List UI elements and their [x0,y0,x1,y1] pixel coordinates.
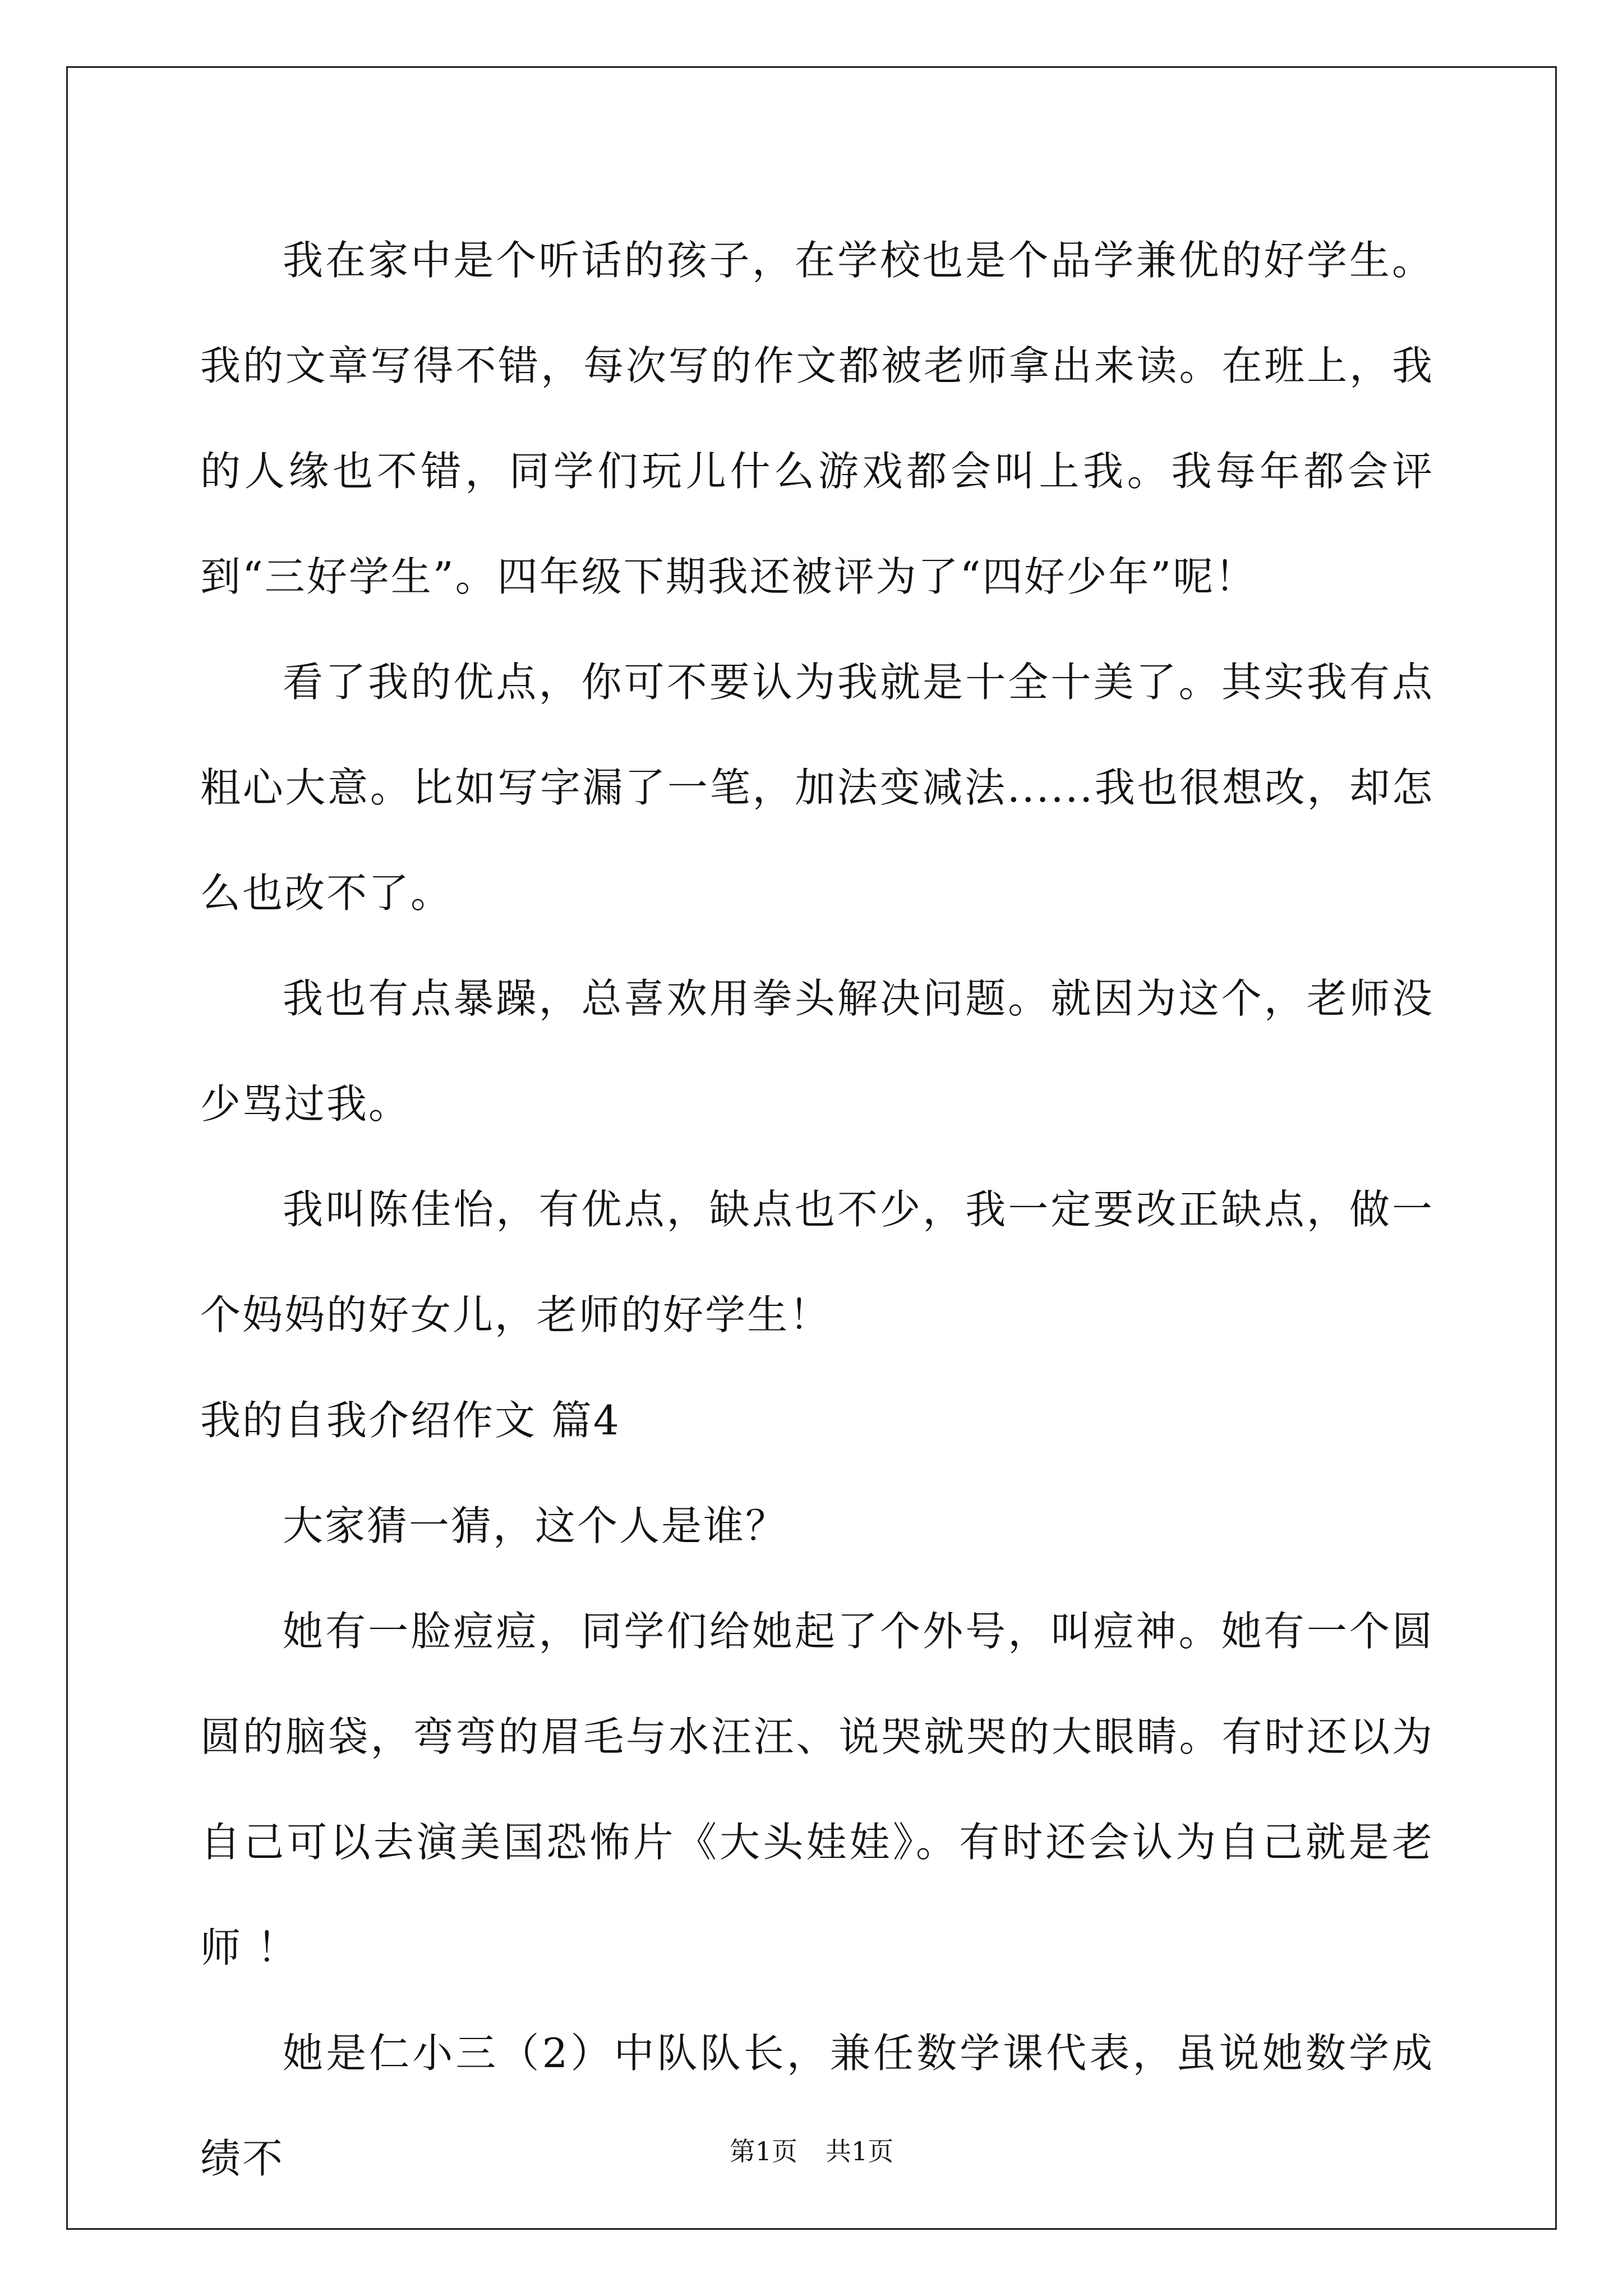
paragraph: 我也有点暴躁，总喜欢用拳头解决问题。就因为这个，老师没少骂过我。 [200,975,1434,1128]
document-body [200,208,1434,2211]
paragraph: 看了我的优点，你可不要认为我就是十全十美了。其实我有点粗心大意。比如写字漏了一笔，加法变减法......我也很想改，却怎么也改不了。 [200,659,1434,917]
page-footer [0,2134,1623,2168]
page-total: 共1页 [826,2136,894,2166]
page-number: 第1页 [729,2136,797,2166]
paragraph: 大家猜一猜，这个人是谁？ [283,1502,788,1549]
paragraph: 我在家中是个听话的孩子，在学校也是个品学兼优的好学生。我的文章写得不错，每次写的作文都被老师拿出来读。在班上，我的人缘也不错，同学们玩儿什么游戏都会叫上我。我每年都会评到“三好学生”。四年级下期我还被评为了“四好少年”呢！ [200,237,1434,600]
paragraph: 她有一脸痘痘，同学们给她起了个外号，叫痘神。她有一个圆圆的脑袋，弯弯的眉毛与水汪汪、说哭就哭的大眼睛。有时还以为自己可以去演美国恐怖片《大头娃娃》。有时还会认为自己就是老师 ！ [200,1608,1434,1971]
paragraph: 我叫陈佳怡，有优点，缺点也不少，我一定要改正缺点，做一个妈妈的好女儿，老师的好学生！ [200,1186,1434,1338]
paragraph: 她是仁小三（2）中队队长，兼任数学课代表，虽说她数学成绩不 [200,2030,1434,2182]
section-heading: 我的自我介绍作文 篇4 [200,1397,621,1444]
